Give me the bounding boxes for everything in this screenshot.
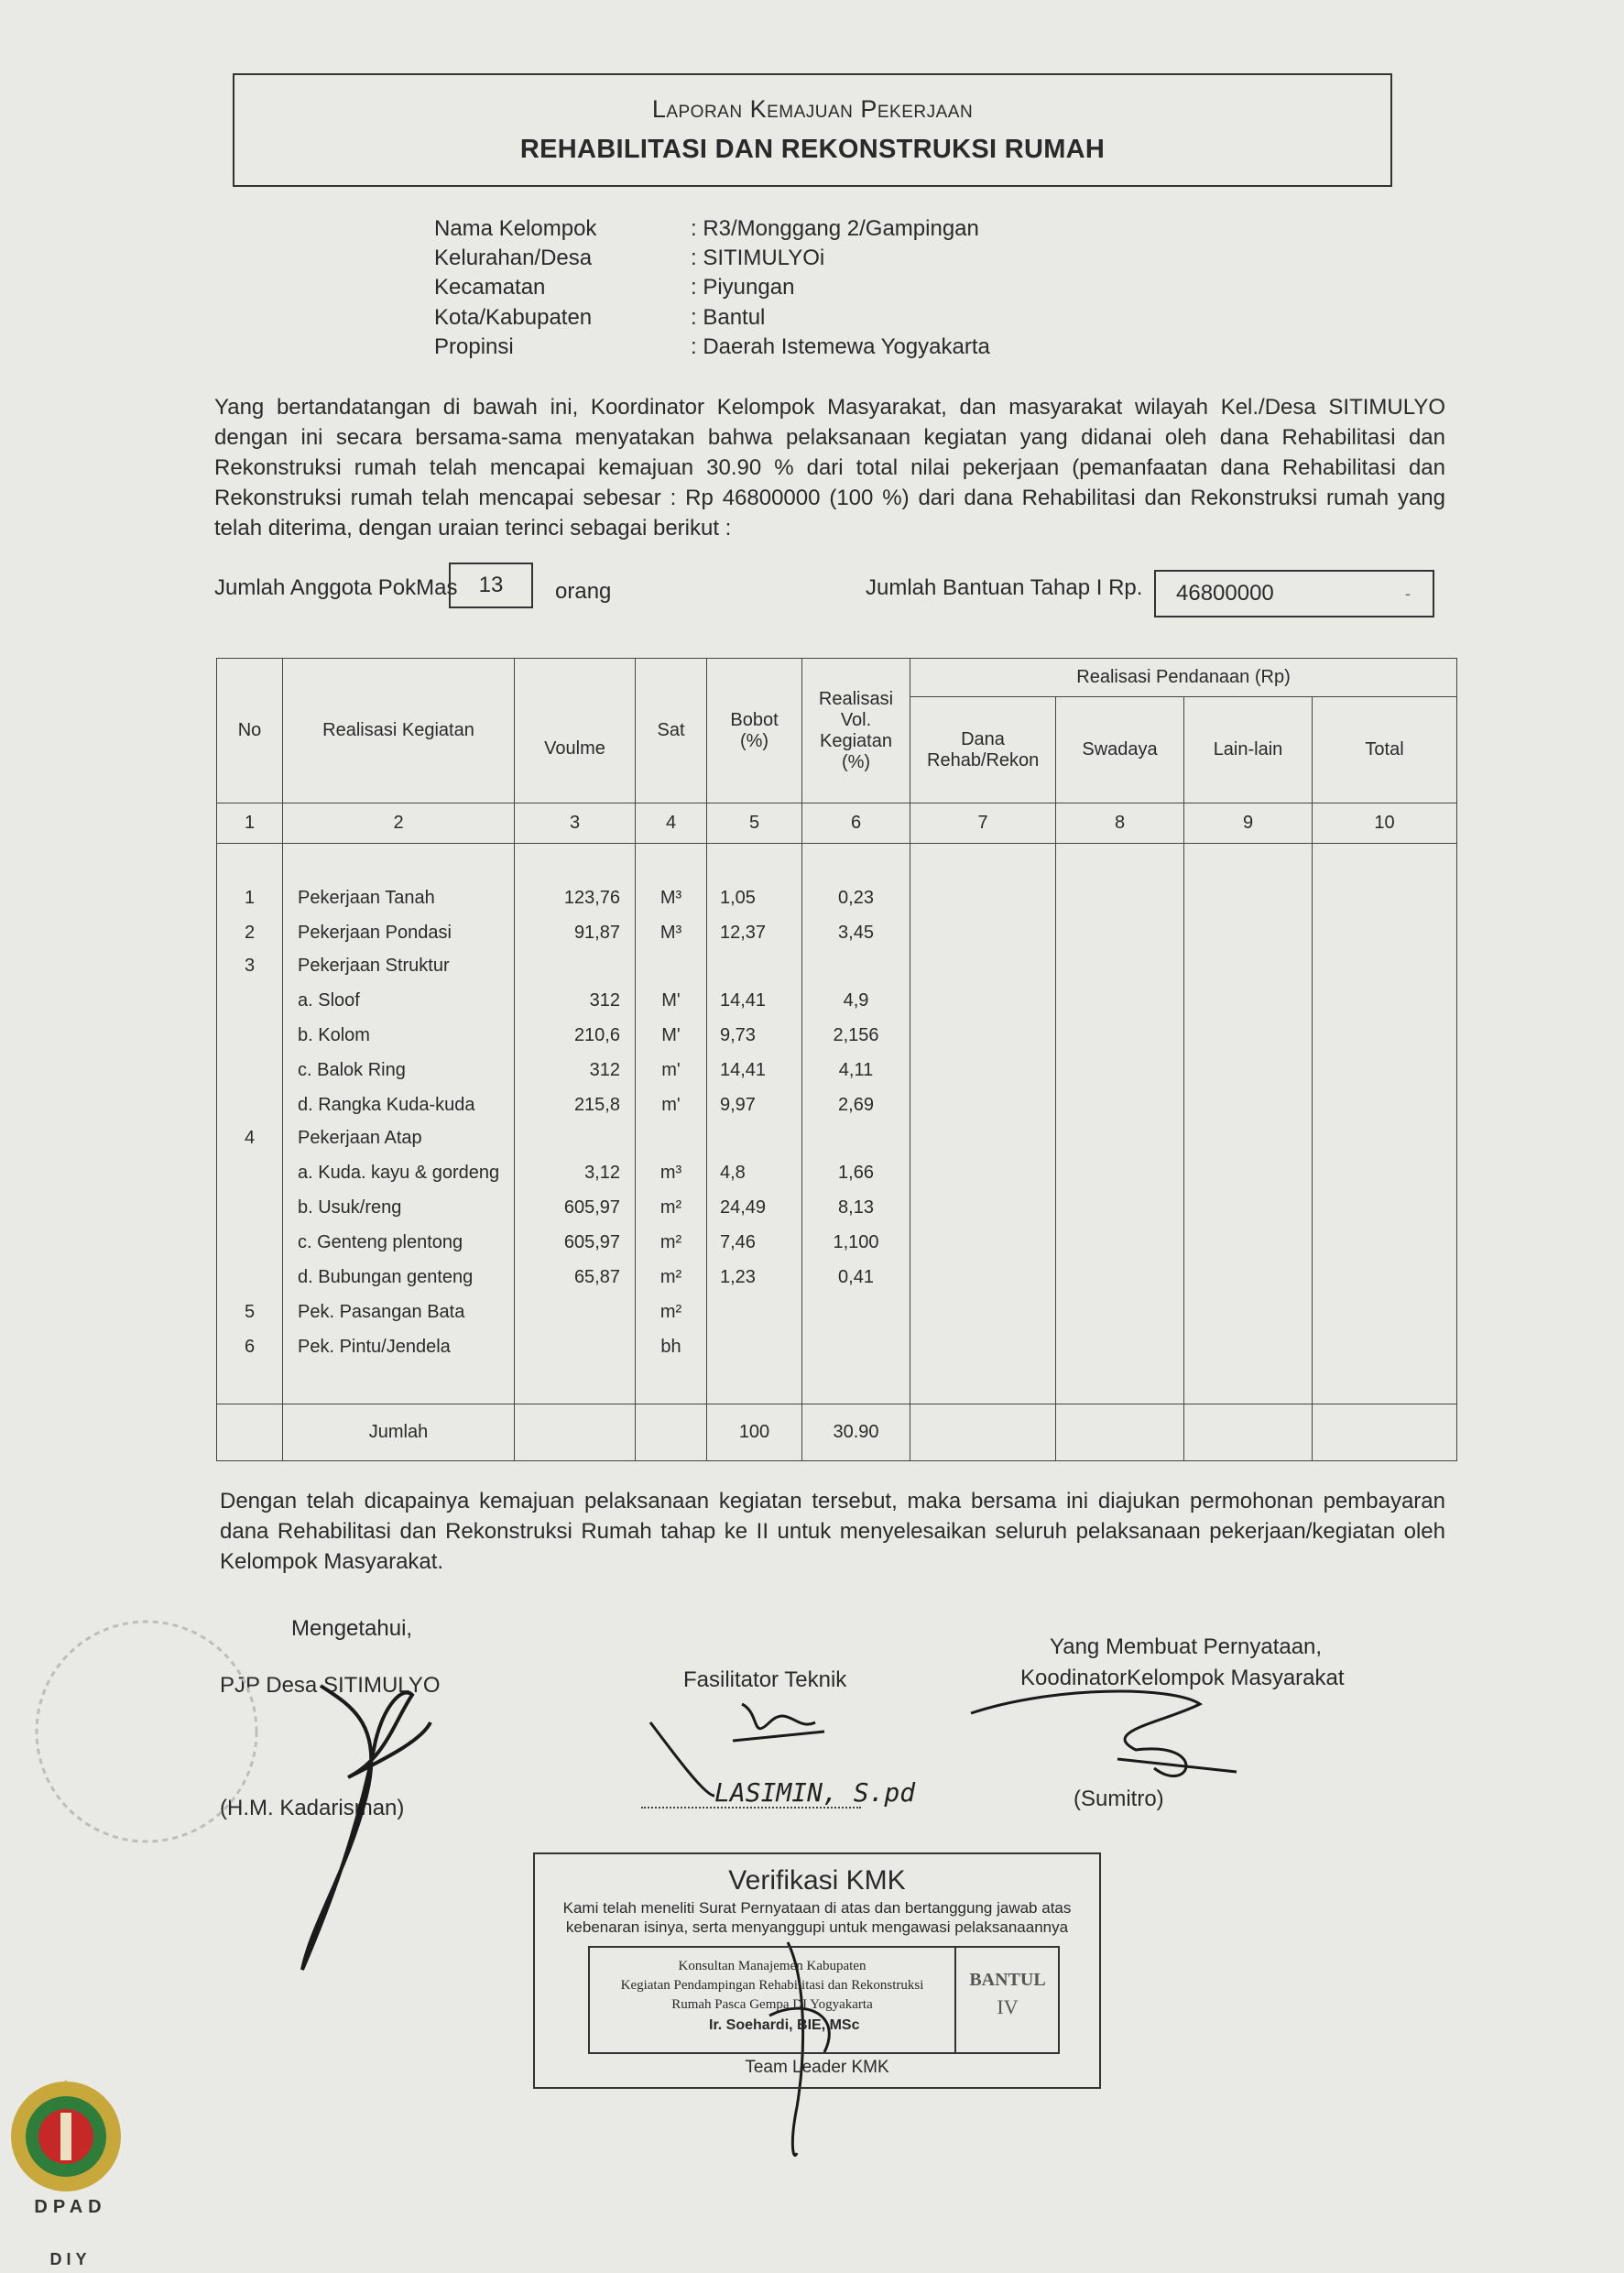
cell-vol: 215,8	[573, 1095, 620, 1115]
cell-item: d. Rangka Kuda-kuda	[298, 1095, 475, 1115]
header-volume: Voulme	[515, 659, 636, 803]
logo-text-dpad: DPAD	[34, 2197, 107, 2217]
cell-real: 8,13	[838, 1197, 874, 1218]
column-number: 9	[1184, 803, 1313, 844]
cell-item: c. Genteng plentong	[298, 1232, 463, 1252]
cell-item: Pekerjaan Tanah	[298, 888, 435, 908]
cell-real: 0,41	[838, 1267, 874, 1287]
middle-signature	[650, 1704, 824, 1796]
cell-item: a. Sloof	[298, 990, 360, 1011]
total-label: Jumlah	[283, 1404, 515, 1461]
cell-sat: bh	[660, 1337, 681, 1357]
kmk-stamp	[588, 1946, 1060, 2054]
cell-real: 2,156	[833, 1025, 879, 1045]
cell-vol: 123,76	[563, 888, 620, 908]
left-sign-name: (H.M. Kadarisman)	[220, 1796, 405, 1820]
stamp-line3: Rumah Pasca Gempa DI Yogyakarta	[671, 1997, 873, 2012]
faded-stamp-circle	[37, 1622, 256, 1841]
column-number: 3	[515, 803, 636, 844]
cell-bobot: 24,49	[720, 1197, 767, 1218]
header-total: Total	[1313, 697, 1457, 803]
middle-sign-line1: Fasilitator Teknik	[683, 1667, 847, 1692]
left-sign-line2: PJP Desa SITIMULYO	[220, 1673, 441, 1698]
cell-sat: m²	[659, 1267, 682, 1287]
stamp-region: BANTUL	[969, 1970, 1046, 1990]
column-number: 5	[707, 803, 802, 844]
cell-no: 4	[244, 1128, 256, 1148]
right-sign-line1: Yang Membuat Pernyataan,	[1050, 1634, 1323, 1659]
header-dana: Dana Rehab/Rekon	[910, 697, 1056, 803]
header-lain: Lain-lain	[1184, 697, 1313, 803]
cell-item: Pekerjaan Pondasi	[298, 923, 452, 943]
header-bobot: Bobot (%)	[707, 659, 802, 803]
cell-vol: 91,87	[573, 923, 620, 943]
cell-item: b. Usuk/reng	[298, 1197, 402, 1218]
column-number: 1	[217, 803, 283, 844]
stamp-name: Ir. Soehardi, BIE, MSc	[709, 2017, 860, 2033]
cell-sat: m³	[659, 1163, 682, 1183]
members-unit: orang	[555, 579, 612, 604]
identity-label: Nama Kelompok	[434, 216, 597, 241]
identity-label: Kelurahan/Desa	[434, 246, 593, 270]
identity-label: Propinsi	[434, 334, 514, 359]
identity-value: : R3/Monggang 2/Gampingan	[691, 216, 979, 241]
cell-item: b. Kolom	[298, 1025, 370, 1045]
cell-bobot: 12,37	[720, 923, 767, 943]
verification-title: Verifikasi KMK	[728, 1865, 906, 1896]
cell-sat: M'	[661, 1025, 681, 1045]
statement-paragraph: Yang bertandatangan di bawah ini, Koordinator Kelompok Masyarakat, dan masyarakat wilayah Kel./Desa SITIMULYO dengan ini secara bersama-sama menyatakan bahwa pelaksanaan kegiatan yang didanai oleh dana Rehabilitasi dan Rekonstruksi rumah telah mencapai kemajuan 30.90 % dari total nilai pekerjaan (pemanfaatan dana Rehabilitasi dan Rekonstruksi rumah telah mencapai sebesar : Rp 46800000 (100 %) dari dana Rehabilitasi dan Rekonstruksi rumah yang telah diterima, dengan uraian terinci sebagai berikut :	[214, 395, 1445, 541]
stamp-line2: Kegiatan Pendampingan Rehabilitasi dan Rekonstruksi	[620, 1978, 924, 1993]
cell-no: 1	[244, 888, 256, 908]
cell-real: 3,45	[838, 923, 874, 943]
cell-real: 0,23	[838, 888, 874, 908]
middle-sign-name: LASIMIN, S.pd	[714, 1777, 916, 1808]
total-real: 30.90	[802, 1404, 910, 1461]
cell-item: Pekerjaan Struktur	[298, 956, 450, 976]
cell-sat: m²	[659, 1197, 682, 1218]
stamp-code: IV	[997, 1995, 1019, 2018]
cell-vol: 210,6	[573, 1025, 620, 1045]
cell-vol: 65,87	[573, 1267, 620, 1287]
total-bobot: 100	[707, 1404, 802, 1461]
left-signature	[302, 1686, 431, 1970]
identity-value: : Piyungan	[691, 275, 795, 300]
left-sign-line1: Mengetahui,	[291, 1616, 413, 1641]
aid-suffix: -	[1405, 585, 1411, 603]
cell-real: 1,66	[838, 1163, 874, 1183]
identity-value: : Bantul	[691, 305, 766, 330]
column-number: 10	[1313, 803, 1457, 844]
cell-bobot: 1,05	[720, 888, 756, 908]
cell-real: 4,9	[843, 990, 869, 1011]
cell-bobot: 9,73	[720, 1025, 756, 1045]
aid-amount: 46800000	[1176, 581, 1274, 606]
cell-real: 2,69	[838, 1095, 874, 1115]
cell-item: a. Kuda. kayu & gordeng	[298, 1163, 500, 1183]
cell-sat: M³	[659, 923, 682, 943]
cell-no: 3	[244, 956, 256, 976]
cell-item: Pek. Pintu/Jendela	[298, 1337, 451, 1357]
cell-vol: 605,97	[563, 1232, 620, 1252]
closing-paragraph: Dengan telah dicapainya kemajuan pelaksanaan kegiatan tersebut, maka bersama ini diajukan permohonan pembayaran dana Rehabilitasi dan Rekonstruksi Rumah tahap ke II untuk menyelesaikan seluruh pelaksanaan pekerjaan/kegiatan oleh Kelompok Masyarakat.	[220, 1489, 1445, 1574]
cell-sat: M³	[659, 888, 682, 908]
identity-value: : Daerah Istemewa Yogyakarta	[691, 334, 990, 359]
identity-value: : SITIMULYOi	[691, 246, 825, 270]
dpad-emblem-icon	[4, 2072, 128, 2197]
cell-item: c. Balok Ring	[298, 1060, 406, 1080]
column-number: 7	[910, 803, 1056, 844]
cell-sat: m'	[661, 1060, 681, 1080]
right-sign-line2: KoodinatorKelompok Masyarakat	[1020, 1666, 1345, 1690]
report-title: Laporan Kemajuan Pekerjaan	[651, 95, 974, 123]
header-no: No	[217, 659, 283, 803]
cell-bobot: 1,23	[720, 1267, 756, 1287]
logo-text-diy: DIY	[49, 2250, 92, 2268]
cell-bobot: 14,41	[720, 1060, 767, 1080]
cell-vol: 3,12	[584, 1163, 620, 1183]
cell-sat: m'	[661, 1095, 681, 1115]
cell-sat: m²	[659, 1302, 682, 1322]
column-number: 4	[636, 803, 707, 844]
report-subtitle: REHABILITASI DAN REKONSTRUKSI RUMAH	[519, 135, 1106, 164]
cell-no: 2	[244, 923, 256, 943]
stamp-line1: Konsultan Manajemen Kabupaten	[678, 1959, 866, 1973]
header-swadaya: Swadaya	[1056, 697, 1184, 803]
cell-vol: 312	[589, 990, 620, 1011]
members-label: Jumlah Anggota PokMas	[214, 575, 458, 600]
verification-text: Kami telah meneliti Surat Pernyataan di atas dan bertanggung jawab atas kebenaran isinya, serta menyanggupi untuk mengawasi pelaksanaannya	[562, 1899, 1072, 1936]
column-number: 6	[802, 803, 910, 844]
identity-label: Kecamatan	[434, 275, 546, 300]
cell-sat: m²	[659, 1232, 682, 1252]
cell-item: Pek. Pasangan Bata	[298, 1302, 465, 1322]
right-sign-name: (Sumitro)	[1074, 1787, 1164, 1811]
header-kegiatan: Realisasi Kegiatan	[283, 659, 515, 803]
cell-item: Pekerjaan Atap	[298, 1128, 422, 1148]
cell-sat: M'	[661, 990, 681, 1011]
aid-label: Jumlah Bantuan Tahap I Rp.	[866, 575, 1143, 600]
column-number: 2	[283, 803, 515, 844]
header-realisasi-vol: Realisasi Vol. Kegiatan (%)	[802, 659, 910, 803]
cell-real: 1,100	[833, 1232, 879, 1252]
members-count: 13	[449, 563, 533, 608]
cell-bobot: 7,46	[720, 1232, 756, 1252]
cell-vol: 312	[589, 1060, 620, 1080]
cell-bobot: 14,41	[720, 990, 767, 1011]
column-number: 8	[1056, 803, 1184, 844]
cell-item: d. Bubungan genteng	[298, 1267, 474, 1287]
cell-bobot: 9,97	[720, 1095, 756, 1115]
identity-label: Kota/Kabupaten	[434, 305, 593, 330]
cell-bobot: 4,8	[720, 1163, 746, 1183]
cell-no: 6	[244, 1337, 256, 1357]
header-sat: Sat	[636, 659, 707, 803]
header-pendanaan: Realisasi Pendanaan (Rp)	[910, 659, 1457, 697]
right-signature	[971, 1691, 1237, 1776]
cell-vol: 605,97	[563, 1197, 620, 1218]
team-leader-label: Team Leader KMK	[745, 2058, 889, 2077]
cell-no: 5	[244, 1302, 256, 1322]
cell-real: 4,11	[838, 1060, 874, 1080]
